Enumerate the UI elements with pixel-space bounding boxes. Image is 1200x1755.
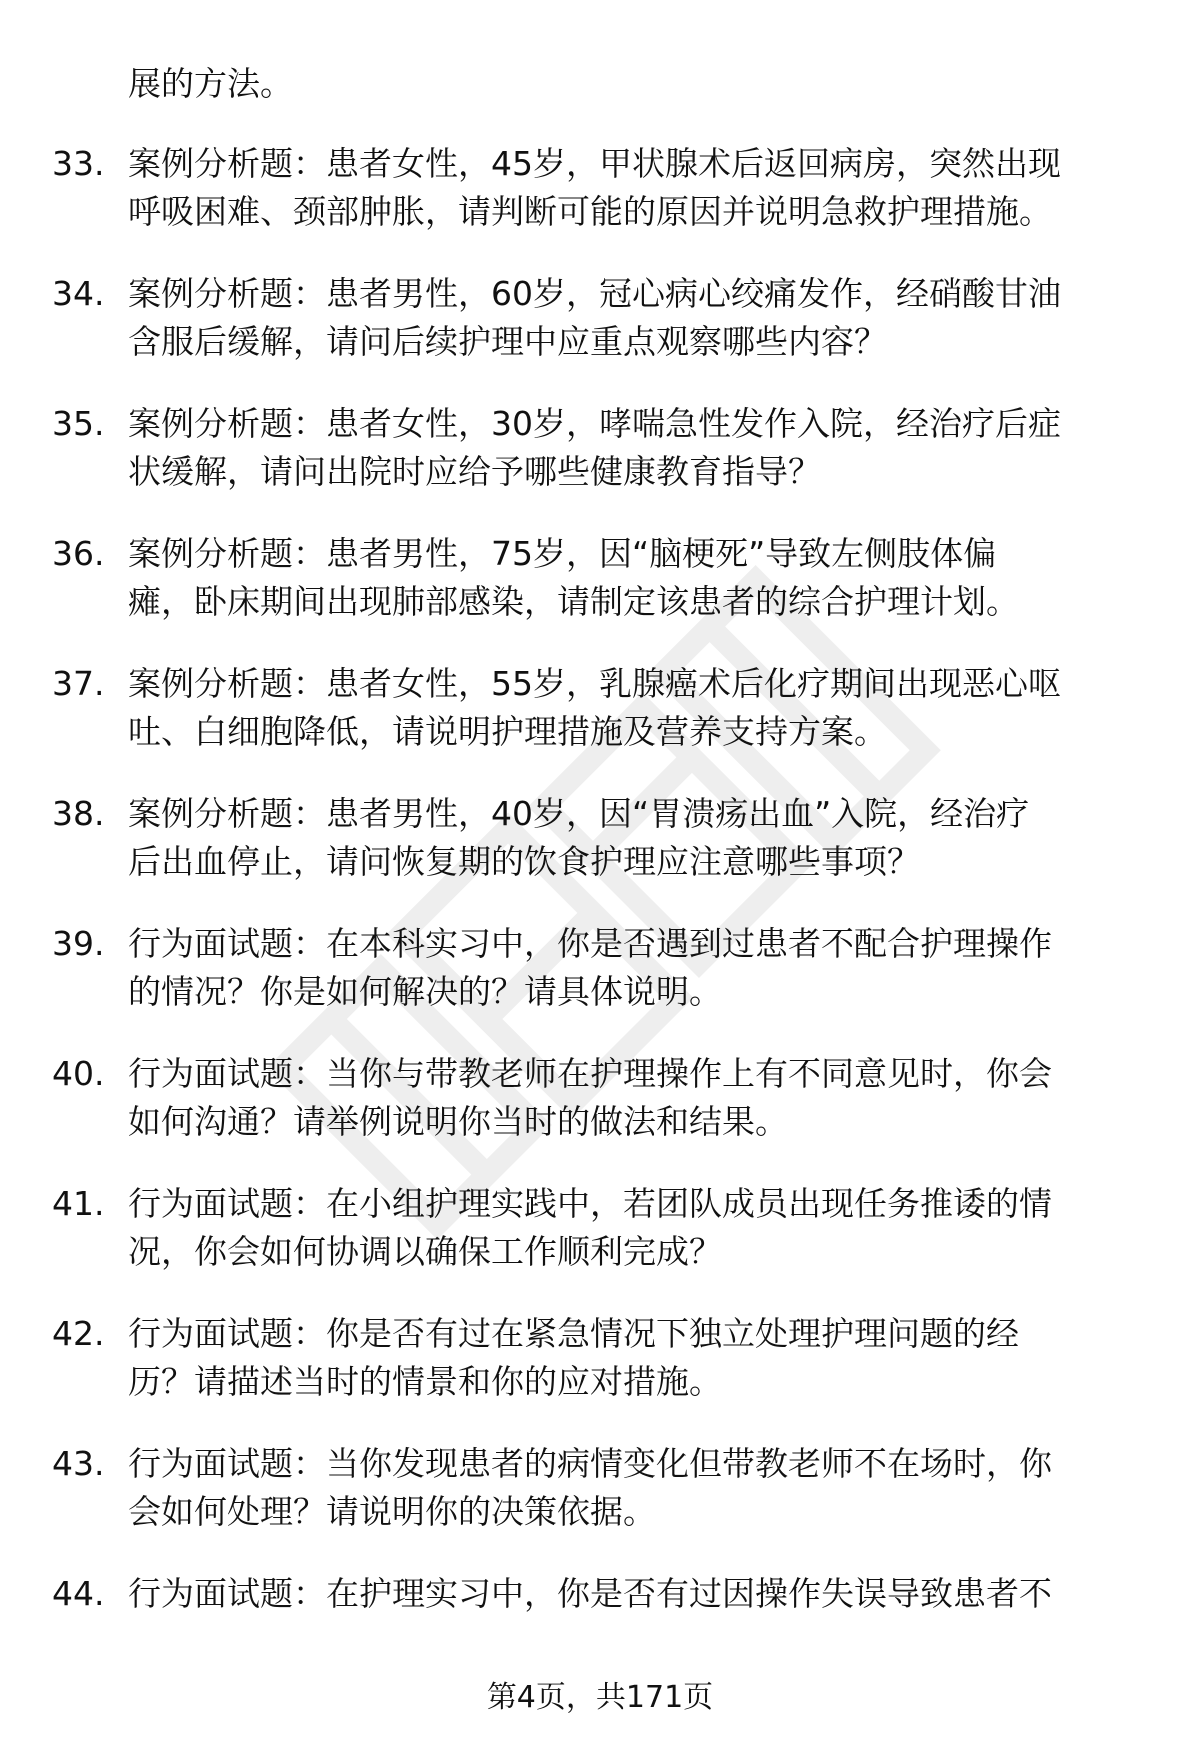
question-text-line: 含服后缓解，请问后续护理中应重点观察哪些内容？ (128, 322, 887, 361)
question-text-line: 会如何处理？请说明你的决策依据。 (128, 1492, 656, 1531)
question-text-line: 行为面试题：当你发现患者的病情变化但带教老师不在场时，你 (128, 1444, 1052, 1483)
question-item (0, 1180, 1200, 1310)
question-number: 42. (52, 1314, 105, 1353)
question-number: 36. (52, 534, 105, 573)
question-number: 38. (52, 794, 105, 833)
question-text-line: 行为面试题：在小组护理实践中，若团队成员出现任务推诿的情 (128, 1184, 1052, 1223)
question-item (0, 1440, 1200, 1570)
question-text-line: 行为面试题：在护理实习中，你是否有过因操作失误导致患者不 (128, 1574, 1052, 1613)
question-number: 34. (52, 274, 105, 313)
question-text-line: 呼吸困难、颈部肿胀，请判断可能的原因并说明急救护理措施。 (128, 192, 1052, 231)
question-text-line: 案例分析题：患者女性，55岁，乳腺癌术后化疗期间出现恶心呕 (128, 664, 1061, 703)
question-text-line: 案例分析题：患者男性，40岁，因“胃溃疡出血”入院，经治疗 (128, 794, 1030, 833)
question-item (0, 1310, 1200, 1440)
question-text-line: 后出血停止，请问恢复期的饮食护理应注意哪些事项？ (128, 842, 920, 881)
question-text-line: 案例分析题：患者女性，45岁，甲状腺术后返回病房，突然出现 (128, 144, 1061, 183)
question-text-line: 行为面试题：你是否有过在紧急情况下独立处理护理问题的经 (128, 1314, 1019, 1353)
question-text-line: 况，你会如何协调以确保工作顺利完成？ (128, 1232, 722, 1271)
question-item (0, 400, 1200, 530)
question-item (0, 270, 1200, 400)
question-text-line: 瘫，卧床期间出现肺部感染，请制定该患者的综合护理计划。 (128, 582, 1019, 621)
question-number: 37. (52, 664, 105, 703)
question-item (0, 790, 1200, 920)
question-text-line: 如何沟通？请举例说明你当时的做法和结果。 (128, 1102, 788, 1141)
question-text-line: 状缓解，请问出院时应给予哪些健康教育指导？ (128, 452, 821, 491)
page-footer: 第4页，共171页 (486, 1680, 714, 1715)
question-number: 44. (52, 1574, 105, 1613)
question-item (0, 920, 1200, 1050)
question-text-line: 行为面试题：当你与带教老师在护理操作上有不同意见时，你会 (128, 1054, 1052, 1093)
question-text-line: 案例分析题：患者女性，30岁，哮喘急性发作入院，经治疗后症 (128, 404, 1061, 443)
question-text-line: 案例分析题：患者男性，60岁，冠心病心绞痛发作，经硝酸甘油 (128, 274, 1061, 313)
question-number: 43. (52, 1444, 105, 1483)
question-text-line: 行为面试题：在本科实习中，你是否遇到过患者不配合护理操作 (128, 924, 1052, 963)
question-number: 41. (52, 1184, 105, 1223)
question-number: 39. (52, 924, 105, 963)
question-number: 35. (52, 404, 105, 443)
question-item (0, 140, 1200, 270)
question-number: 33. (52, 144, 105, 183)
question-list (0, 140, 1200, 1700)
question-text-line: 案例分析题：患者男性，75岁，因“脑梗死”导致左侧肢体偏 (128, 534, 997, 573)
question-text-line: 吐、白细胞降低，请说明护理措施及营养支持方案。 (128, 712, 887, 751)
question-number: 40. (52, 1054, 105, 1093)
question-text-line: 的情况？你是如何解决的？请具体说明。 (128, 972, 722, 1011)
continuation-text: 展的方法。 (128, 64, 293, 103)
question-item (0, 660, 1200, 790)
question-item (0, 1050, 1200, 1180)
question-text-line: 历？请描述当时的情景和你的应对措施。 (128, 1362, 722, 1401)
question-item (0, 530, 1200, 660)
